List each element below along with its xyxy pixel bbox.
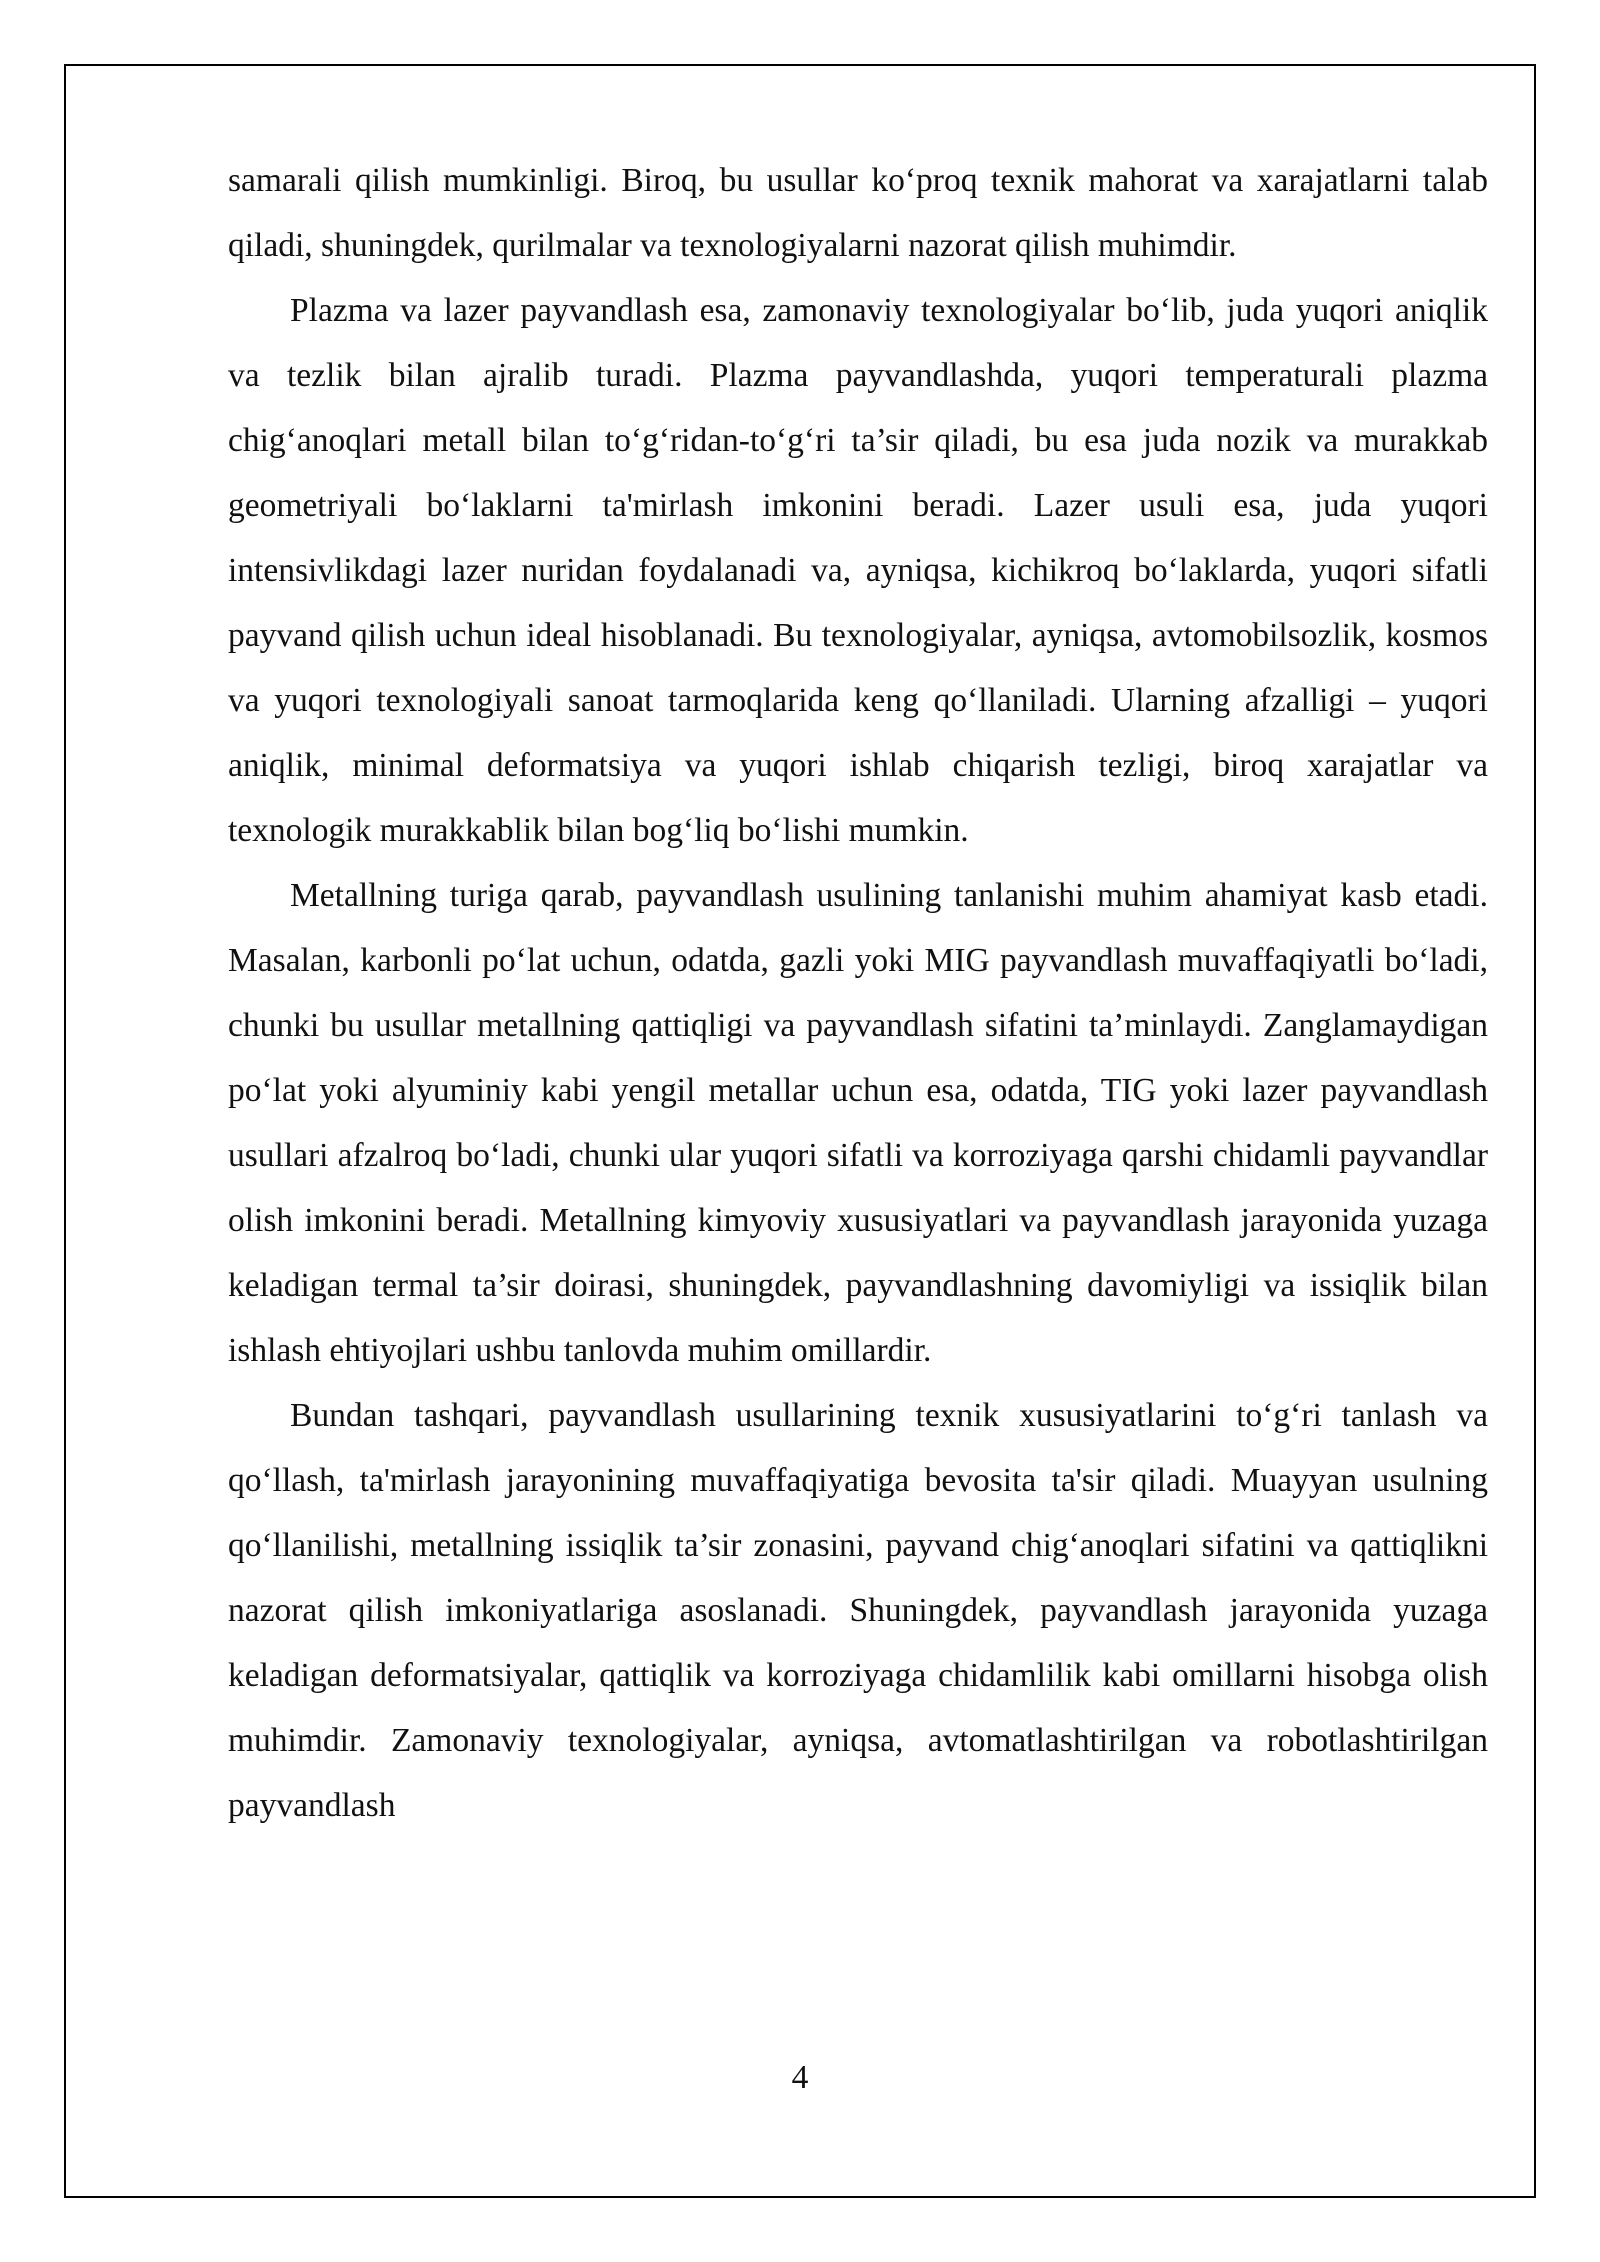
page-number: 4 — [791, 2059, 809, 2096]
paragraph-3: Metallning turiga qarab, payvandlash usulining tanlanishi muhim ahamiyat kasb etadi. Masalan, karbonli po‘lat uchun, odatda, gazli yoki MIG payvandlash muvaffaqiyatli bo‘ladi, chunki bu usullar metallning qattiqligi va payvandlash sifatini ta’minlaydi. Zanglamaydigan po‘lat yoki alyuminiy kabi yengil metallar uchun esa, odatda, TIG yoki lazer payvandlash usullari afzalroq bo‘ladi, chunki ular yuqori sifatli va korroziyaga qarshi chidamli payvandlar olish imkonini beradi. Metallning kimyoviy xususiyatlari va payvandlash jarayonida yuzaga keladigan termal ta’sir doirasi, shuningdek, payvandlashning davomiyligi va issiqlik bilan ishlash ehtiyojlari ushbu tanlovda muhim omillardir. — [228, 877, 1488, 1369]
paragraph-4: Bundan tashqari, payvandlash usullarining texnik xususiyatlarini to‘g‘ri tanlash va qo‘llash, ta'mirlash jarayonining muvaffaqiyatiga bevosita ta'sir qiladi. Muayyan usulning qo‘llanilishi, metallning issiqlik ta’sir zonasini, payvand chig‘anoqlari sifatini va qattiqlikni nazorat qilish imkoniyatlariga asoslanadi. Shuningdek, payvandlash jarayonida yuzaga keladigan deformatsiyalar, qattiqlik va korroziyaga chidamlilik kabi omillarni hisobga olish muhimdir. Zamonaviy texnologiyalar, ayniqsa, avtomatlashtirilgan va robotlashtirilgan payvandlash — [228, 1397, 1488, 1824]
paragraph-2: Plazma va lazer payvandlash esa, zamonaviy texnologiyalar bo‘lib, juda yuqori aniqlik va tezlik bilan ajralib turadi. Plazma payvandlashda, yuqori temperaturali plazma chig‘anoqlari metall bilan to‘g‘ridan-to‘g‘ri ta’sir qiladi, bu esa juda nozik va murakkab geometriyali bo‘laklarni ta'mirlash imkonini beradi. Lazer usuli esa, juda yuqori intensivlikdagi lazer nuridan foydalanadi va, ayniqsa, kichikroq bo‘laklarda, yuqori sifatli payvand qilish uchun ideal hisoblanadi. Bu texnologiyalar, ayniqsa, avtomobilsozlik, kosmos va yuqori texnologiyali sanoat tarmoqlarida keng qo‘llaniladi. Ularning afzalligi – yuqori aniqlik, minimal deformatsiya va yuqori ishlab chiqarish tezligi, biroq xarajatlar va texnologik murakkablik bilan bog‘liq bo‘lishi mumkin. — [228, 292, 1488, 849]
document-body — [228, 148, 1488, 1838]
paragraph-1: samarali qilish mumkinligi. Biroq, bu usullar ko‘proq texnik mahorat va xarajatlarni talab qiladi, shuningdek, qurilmalar va texnologiyalarni nazorat qilish muhimdir. — [228, 162, 1488, 264]
